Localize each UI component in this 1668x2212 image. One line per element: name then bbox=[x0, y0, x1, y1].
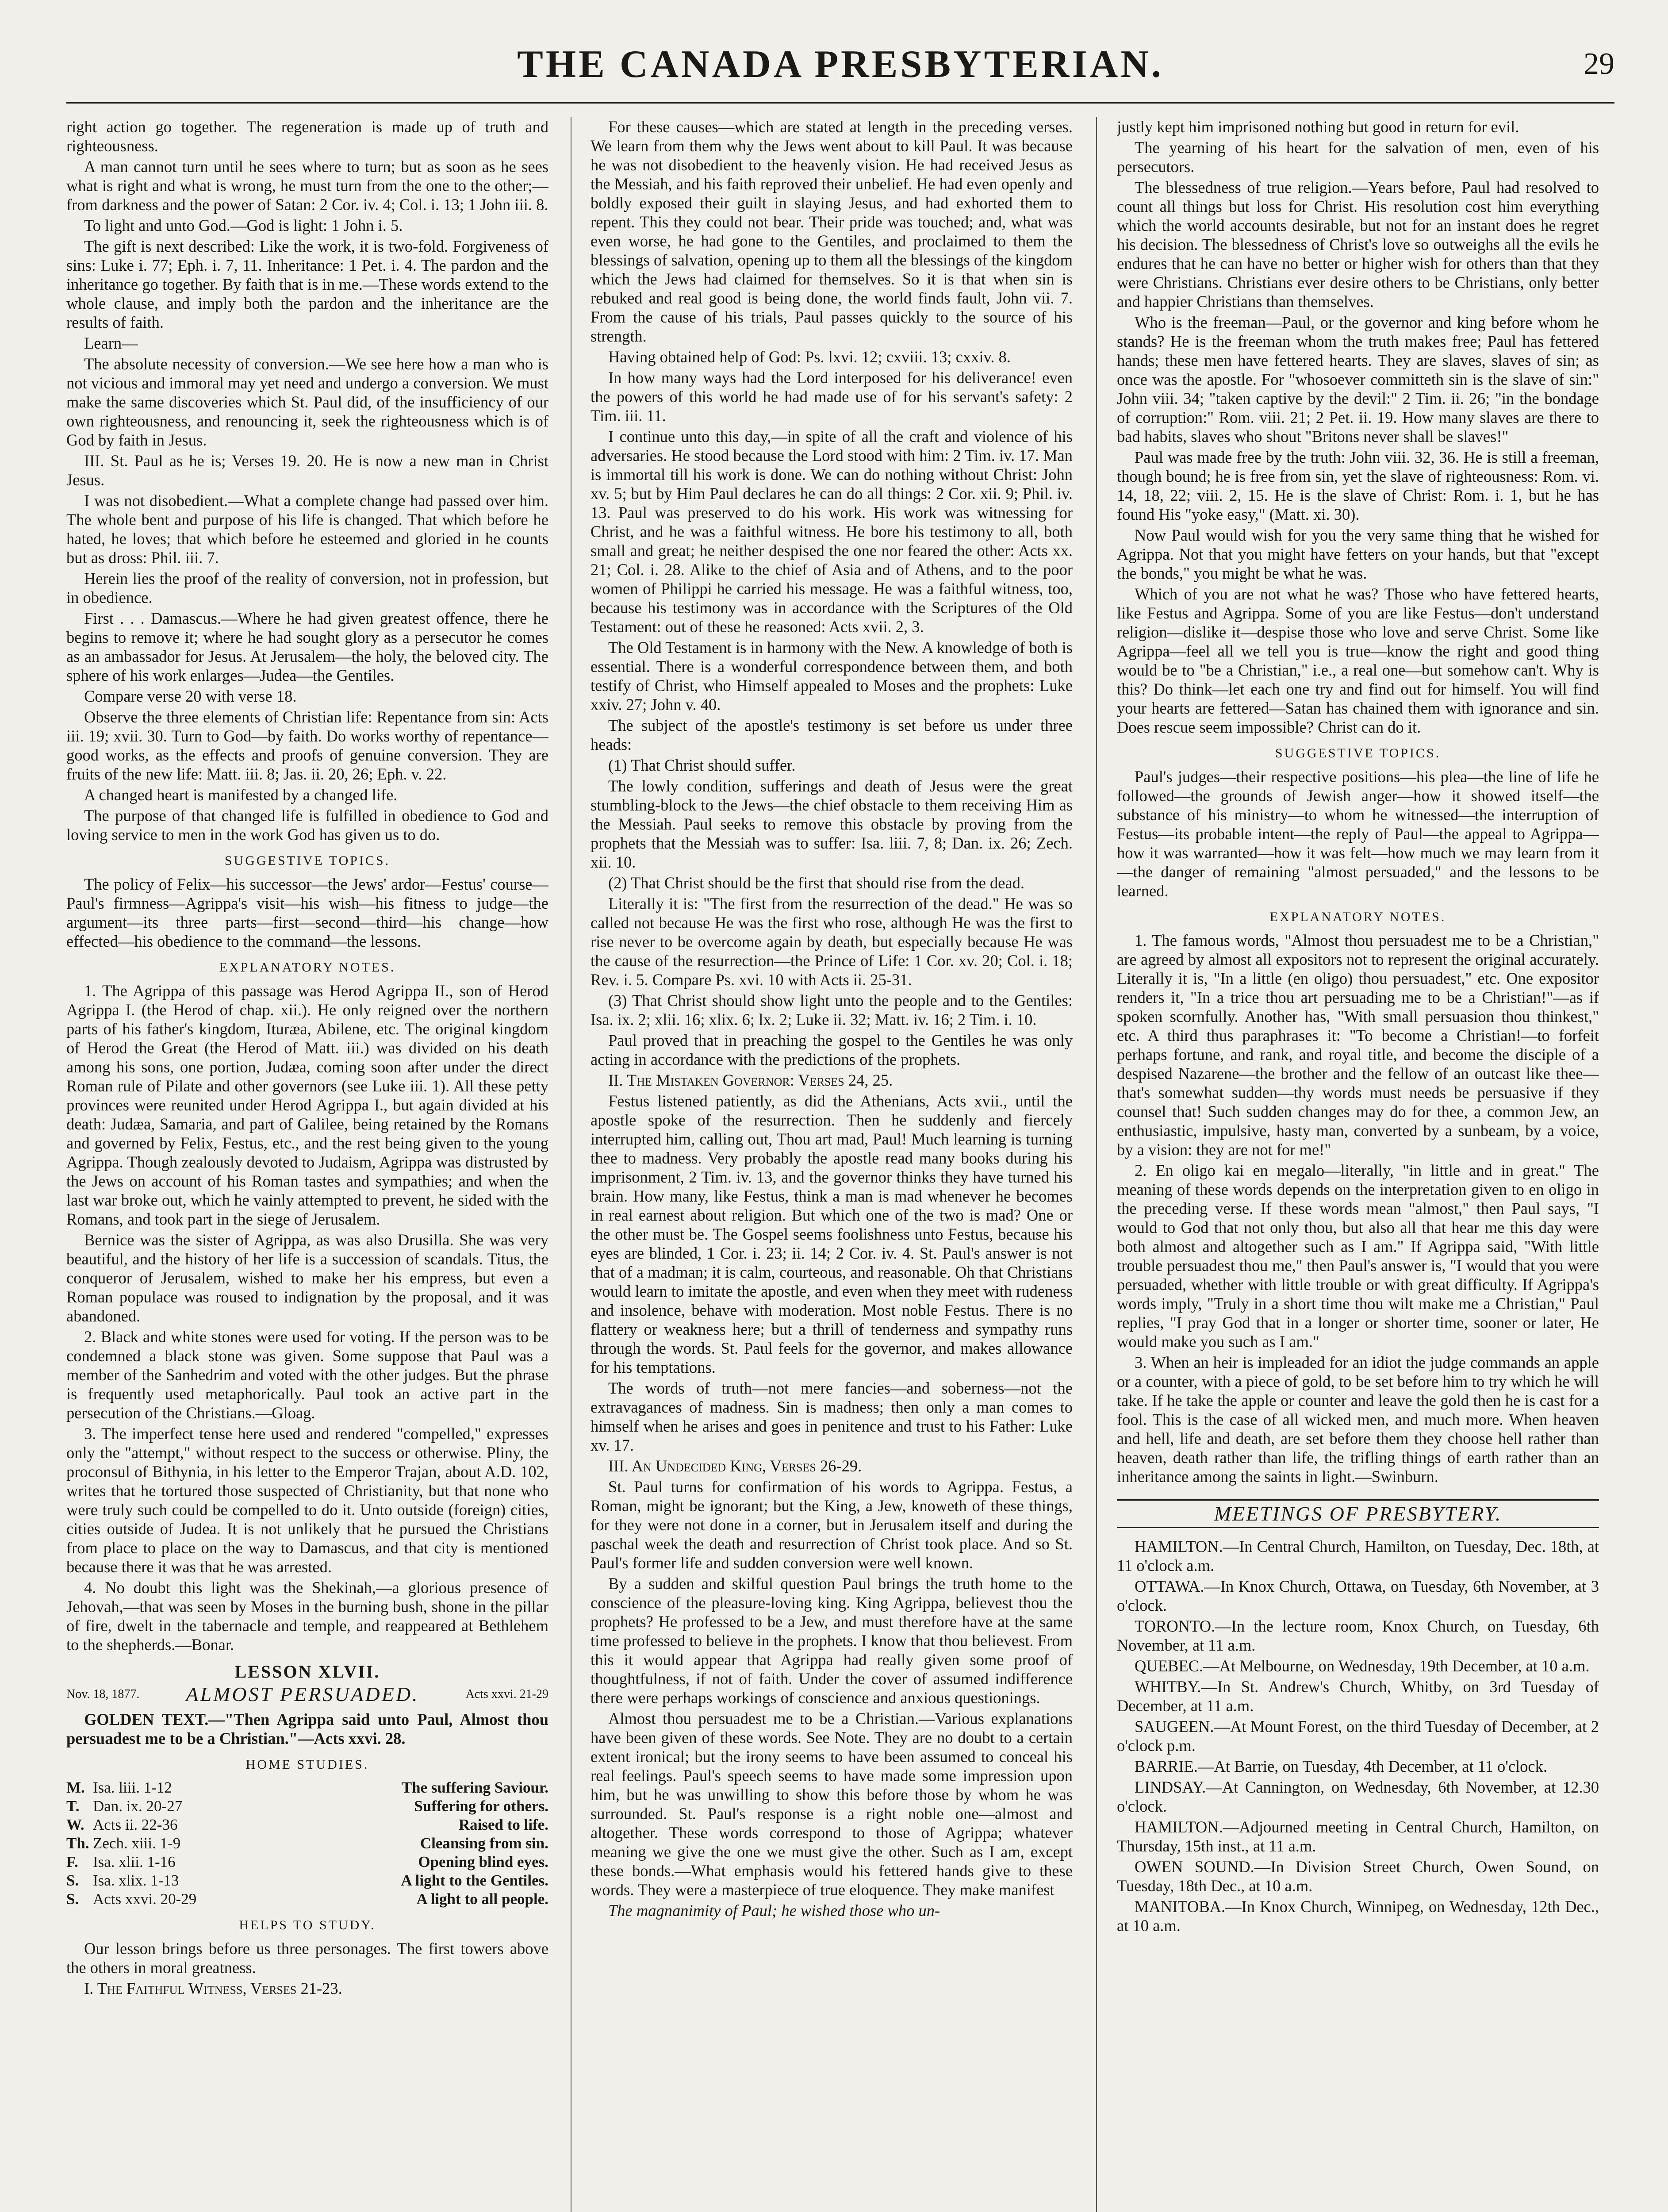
suggestive-topics: The policy of Felix—his successor—the Jews' ardor—Festus' course—Paul's firmness—Agrippa's visit—his wish—his fitness to judge—the argument—its three parts—first—second—third—his change—how effected—his obedience to the command—the lessons. bbox=[66, 875, 548, 950]
paragraph: (1) That Christ should suffer. bbox=[608, 756, 796, 774]
subheading: I. The Faithful Witness, Verses 21-23. bbox=[84, 1979, 342, 1997]
paragraph: The blessedness of true religion.—Years before, Paul had resolved to count all things but loss for Christ. His resolution cost him everything which the world accounts desirable, but not for an instant does he regret his decision. The blessedness of Christ's love so outweighs all the evils he endures that he can have no better or higher wish for others than that they were Christians. Christians ever desire others to be Christians, only better and happier Christians than themselves. bbox=[1117, 178, 1599, 311]
subheading: III. An Undecided King, Verses 26-29. bbox=[608, 1457, 862, 1475]
note: 2. Black and white stones were used for voting. If the person was to be condemned a black stone was given. Some suppose that Paul was a member of the Sanhedrim and voted with the other judges. But the phrase is frequently used metaphorically. Paul took an active part in the persecution of the Christians.—Gloag. bbox=[66, 1328, 548, 1422]
table-row: W. Acts ii. 22-36 Raised to life. bbox=[66, 1816, 548, 1833]
paragraph: I continue unto this day,—in spite of all the craft and violence of his adversaries. He stood because the Lord stood with him: 2 Tim. iv. 17. Man is immortal till his work is done. We can do nothing without Christ: John xv. 5; but by Him Paul declares he can do all things: 2 Cor. xii. 9; Phil. iv. 13. Paul was preserved to do his work. His work was witnessing for Christ, and he was a faithful witness. He bore his testimony to all, both small and great; he neither despised the one nor feared the other: Acts xx. 21; Col. i. 28. Alike to the chief of Asia and of Athens, and to the poor women of Philippi he carried his message. He was a faithful witness, too, because his testimony was in accordance with the Scriptures of the Old Testament: out of these he reasoned: Acts xvii. 2, 3. bbox=[591, 427, 1073, 636]
note: Bernice was the sister of Agrippa, as was also Drusilla. She was very beautiful, and the history of her life is a succession of scandals. Titus, the conqueror of Jerusalem, wished to make her his empress, but even a Roman populace was roused to indignation by the proposal, and it was abandoned. bbox=[66, 1231, 548, 1325]
paragraph: (2) That Christ should be the first that should rise from the dead. bbox=[608, 874, 1025, 892]
paragraph: Who is the freeman—Paul, or the governor and king before whom he stands? He is the freeman whom the truth makes free; Paul has fettered hands; these men have fettered hearts. They are slaves, slaves of sin; as once was the apostle. For "whosoever committeth sin is the slave of sin:" John viii. 34; "taken captive by the devil:" 2 Tim. ii. 26; "in the bondage of corruption:" Rom. viii. 21; 2 Pet. ii. 19. How many slaves are there to bad habits, slaves who shout "Britons never shall be slaves!" bbox=[1117, 313, 1599, 445]
table-row: F. Isa. xlii. 1-16 Opening blind eyes. bbox=[66, 1853, 548, 1870]
page-number: 29 bbox=[1584, 47, 1614, 81]
lesson-heading: ALMOST PERSUADED. bbox=[186, 1683, 419, 1705]
note: 3. The imperfect tense here used and rendered "compelled," expresses only the "attempt," without respect to the success or otherwise. Pliny, the proconsul of Bithynia, in his letter to the Emperor Trajan, about A.D. 102, writes that he tortured those suspected of Christianity, but that none who were truly such could be compelled to do it. Unto outside (foreign) cities, cities outside of Judea. It is not unlikely that he pursued the Christians from place to place on the way to Damascus, and that city is mentioned because there it was that he was arrested. bbox=[66, 1425, 548, 1576]
paragraph: Paul proved that in preaching the gospel to the Gentiles he was only acting in accordance with the predictions of the prophets. bbox=[591, 1031, 1073, 1068]
note: 1. The famous words, "Almost thou persuadest me to be a Christian," are agreed by almost all expositors not to represent the original accurately. Literally it is, "In a little (en oligo) thou persuadest," etc. One expositor renders it, "In a trice thou art persuading me to be a Christian!"—as if spoken scornfully. Another has, "With small persuasion thou thinkest," etc. A third thus paraphrases it: "To become a Christian!—to forfeit perhaps fortune, and rank, and royal title, and become the disciple of a despised Nazarene—the brother and the fellow of an outcast like thee—that's somewhat sudden—thy words must needs be persuasive if they counsel that! Such sudden changes may do for thee, a common Jew, an enthusiastic, impulsive, hasty man, converted by a sunbeam, by a voice, by a vision: they are not for me!" bbox=[1117, 931, 1599, 1159]
paragraph: The gift is next described: Like the work, it is two-fold. Forgiveness of sins: Luke i. 77; Eph. i. 7, 11. Inheritance: 1 Pet. i. 4. The pardon and the inheritance go together. By faith that is in me.—These words extend to the whole clause, and imply both the pardon and the inheritance are the results of faith. bbox=[66, 237, 548, 331]
meeting-entry: SAUGEEN.—At Mount Forest, on the third Tuesday of December, at 2 o'clock p.m. bbox=[1117, 1717, 1599, 1755]
table-row: T. Dan. ix. 20-27 Suffering for others. bbox=[66, 1797, 548, 1815]
section-heading: SUGGESTIVE TOPICS. bbox=[1275, 746, 1441, 760]
meeting-entry: LINDSAY.—At Cannington, on Wednesday, 6th November, at 12.30 o'clock. bbox=[1117, 1778, 1599, 1815]
meeting-entry: TORONTO.—In the lecture room, Knox Church, on Tuesday, 6th November, at 11 a.m. bbox=[1117, 1617, 1599, 1654]
column-divider-2 bbox=[1096, 117, 1097, 2212]
subheading: II. The Mistaken Governor: Verses 24, 25. bbox=[608, 1071, 893, 1089]
paragraph: Herein lies the proof of the reality of conversion, not in profession, but in obedience. bbox=[66, 569, 548, 607]
note: 4. No doubt this light was the Shekinah,—a glorious presence of Jehovah,—that was seen by Moses in the burning bush, shone in the pillar of fire, dwelt in the tabernacle and temple, and reappeared at Bethlehem to the shepherds.—Bonar. bbox=[66, 1578, 548, 1654]
meeting-entry: MANITOBA.—In Knox Church, Winnipeg, on Wednesday, 12th Dec., at 10 a.m. bbox=[1117, 1897, 1599, 1935]
paragraph: Now Paul would wish for you the very same thing that he wished for Agrippa. Not that you might have fetters on your hands, but that "except the bonds," you might be what he was. bbox=[1117, 526, 1599, 582]
note: 1. The Agrippa of this passage was Herod Agrippa II., son of Herod Agrippa I. (the Herod of chap. xii.). He only reigned over the northern parts of his father's kingdom, Ituræa, Abilene, etc. The original kingdom of Herod the Great (the Herod of Matt. iii.) was divided on his death among his sons, one portion, Judæa, coming soon after under the direct Roman rule of Pilate and other governors (see Luke iii. 1). All these petty provinces were reunited under Herod Agrippa I., but again divided at his death: Judæa, Samaria, and part of Galilee, being retained by the Romans and governed by Felix, Festus, etc., and the rest being given to the young Agrippa. Though zealously devoted to Judaism, Agrippa was distrusted by the Jews on account of his Roman tastes and sympathies; and when the last war broke out, which he vainly attempted to prevent, he sided with the Romans, and took part in the siege of Jerusalem. bbox=[66, 982, 548, 1228]
note: 3. When an heir is impleaded for an idiot the judge commands an apple or a counter, with a piece of gold, to be set before him to try which he will take. If he take the apple or counter and leave the gold then he is cast for a fool. This is the case of all wicked men, and much more. When heaven and hell, life and death, are set before them they choose hell rather than heaven, death rather than life, the trifling things of earth rather than an inheritance among the saints in light.—Swinburn. bbox=[1117, 1353, 1599, 1486]
paragraph: To light and unto God.—God is light: 1 John i. 5. bbox=[84, 216, 403, 234]
paragraph: In how many ways had the Lord interposed for his deliverance! even the powers of this world he had made use of for his servant's safety: 2 Tim. iii. 11. bbox=[591, 369, 1073, 425]
section-heading: EXPLANATORY NOTES. bbox=[219, 960, 396, 975]
masthead bbox=[66, 24, 1614, 104]
paragraph: St. Paul turns for confirmation of his words to Agrippa. Festus, a Roman, might be ignorant; but the King, a Jew, knoweth of these things, for they were not done in a corner, but in Jerusalem itself and during the paschal week the death and resurrection of Christ took place. And so St. Paul's former life and sudden conversion were well known. bbox=[591, 1478, 1073, 1572]
table-row: M. Isa. liii. 1-12 The suffering Saviour. bbox=[66, 1779, 548, 1796]
section-heading: SUGGESTIVE TOPICS. bbox=[224, 853, 391, 868]
column-1 bbox=[66, 117, 548, 2212]
paragraph: justly kept him imprisoned nothing but good in return for evil. bbox=[1117, 118, 1519, 136]
paragraph: Learn— bbox=[84, 334, 138, 352]
table-row: Th. Zech. xiii. 1-9 Cleansing from sin. bbox=[66, 1835, 548, 1852]
meeting-entry: HAMILTON.—Adjourned meeting in Central Church, Hamilton, on Thursday, 15th inst., at 11 a.m. bbox=[1117, 1818, 1599, 1855]
paragraph: III. St. Paul as he is; Verses 19. 20. He is now a new man in Christ Jesus. bbox=[66, 452, 548, 489]
lesson-reference: Acts xxvi. 21-29 bbox=[465, 1687, 548, 1701]
paragraph: (3) That Christ should show light unto the people and to the Gentiles: Isa. ix. 2; xlii. 16; xlix. 6; lx. 2; Luke ii. 32; Matt. iv. 16; 2 Tim. i. 10. bbox=[591, 991, 1073, 1029]
meeting-entry: BARRIE.—At Barrie, on Tuesday, 4th December, at 11 o'clock. bbox=[1135, 1757, 1547, 1775]
suggestive-topics: Paul's judges—their respective positions—his plea—the line of life he followed—the grounds of Jewish anger—how it showed itself—the substance of his ministry—to whom he witnessed—the interruption of Festus—its probable intent—the reply of Paul—the appeal to Agrippa—how it was warranted—how it was felt—how much we may learn from it—the danger of remaining "almost persuaded," and the lessons to be learned. bbox=[1117, 768, 1599, 900]
paragraph: Which of you are not what he was? Those who have fettered hearts, like Festus and Agrippa. Some of you are like Festus—don't understand religion—dislike it—despise those who love and serve Christ. Some like Agrippa—feel all we tell you is true—know the right and good thing would be to "be a Christian," i.e., a real one—but somehow can't. Why is this? Do think—let each one try and find out for himself. You will find your hearts are fettered—Satan has chained them with ignorance and sin. Does rescue seem impossible? Christ can do it. bbox=[1117, 585, 1599, 736]
paragraph: Literally it is: "The first from the resurrection of the dead." He was so called not because He was the first who rose, although He was the first to rise never to be overcome again by death, but especially because He was the cause of the resurrection—the Prince of Life: 1 Cor. xv. 20; Col. i. 18; Rev. i. 5. Compare Ps. xvi. 10 with Acts ii. 25-31. bbox=[591, 895, 1073, 989]
meeting-entry: OWEN SOUND.—In Division Street Church, Owen Sound, on Tuesday, 18th Dec., at 10 a.m. bbox=[1117, 1858, 1599, 1895]
paragraph: Observe the three elements of Christian life: Repentance from sin: Acts iii. 19; xvii. 30. Turn to God—by faith. Do works worthy of repentance—good works, as the effects and proofs of genuine conversion. They are fruits of the new life: Matt. iii. 8; Jas. ii. 20, 26; Eph. v. 22. bbox=[66, 708, 548, 783]
paragraph: For these causes—which are stated at length in the preceding verses. We learn from them why the Jews went about to kill Paul. It was because he was not disobedient to the heavenly vision. He had received Jesus as the Messiah, and his faith reproved their unbelief. He had even openly and boldly exposed their guilt in slaying Jesus, and had exhorted them to repent. This they could not bear. Their pride was touched; and, what was even worse, he had gone to the Gentiles, and proclaimed to them the blessings of salvation, opening up to them all the blessings of the kingdom which the Jews had claimed for themselves. So it is that when sin is rebuked and real good is being done, the world finds fault, John vii. 7. From the cause of his trials, Paul passes quickly to the source of his strength. bbox=[591, 118, 1073, 345]
masthead-rule bbox=[66, 102, 1614, 104]
section-heading: HOME STUDIES. bbox=[245, 1757, 369, 1772]
paragraph: right action go together. The regeneration is made up of truth and righteousness. bbox=[66, 118, 548, 155]
meeting-entry: OTTAWA.—In Knox Church, Ottawa, on Tuesday, 6th November, at 3 o'clock. bbox=[1117, 1577, 1599, 1614]
paragraph: Almost thou persuadest me to be a Christian.—Various explanations have been given of these words. See Note. They are no doubt to a certain extent ironical; but the irony seems to have been assumed to conceal his real feelings. Paul's speech seems to have made some impression upon him, but he was unwilling to show this before those by whom he was surrounded. St. Paul's response is a right noble one—almost and altogether. These words correspond to those of Agrippa; whatever meaning we give the one we must give the other. Such as I am, except these bonds.—What emphasis would his fettered hands give to these words. They were a masterpiece of true eloquence. They make manifest bbox=[591, 1709, 1073, 1899]
paragraph: First . . . Damascus.—Where he had given greatest offence, there he begins to remove it; where he had sought glory as a persecutor he comes as an ambassador for Jesus. At Jerusalem—the holy, the beloved city. The sphere of his work enlarges—Judea—the Gentiles. bbox=[66, 609, 548, 684]
section-heading: EXPLANATORY NOTES. bbox=[1269, 910, 1446, 924]
lesson-dateline bbox=[66, 1685, 548, 1704]
table-row: S. Isa. xlix. 1-13 A light to the Gentiles. bbox=[66, 1872, 548, 1889]
paragraph: The purpose of that changed life is fulfilled in obedience to God and loving service to men in the work God has given us to do. bbox=[66, 806, 548, 844]
note: 2. En oligo kai en megalo—literally, "in little and in great." The meaning of these words depends on the interpretation given to en oligo in the preceding verse. If these words mean "almost," then Paul says, "I would to God that not only thou, but also all that hear me this day were both almost and altogether such as I am." If Agrippa said, "With little trouble persuadest thou me," then Paul's answer is, "I would that you were persuaded, whether with little trouble or with great difficulty. If Agrippa's words imply, "Truly in a short time thou wilt make me a Christian," Paul replies, "I pray God that in a longer or shorter time, sooner or later, He would make you such as I am." bbox=[1117, 1161, 1599, 1351]
paragraph: The absolute necessity of conversion.—We see here how a man who is not vicious and immoral may yet need and undergo a conversion. We must make the same discoveries which St. Paul did, of the insufficiency of our own righteousness, and renouncing it, seek the righteousness which is of God by faith in Jesus. bbox=[66, 355, 548, 449]
paragraph: Having obtained help of God: Ps. lxvi. 12; cxviii. 13; cxxiv. 8. bbox=[608, 348, 1011, 366]
paragraph: A man cannot turn until he sees where to turn; but as soon as he sees what is right and what is wrong, he must turn from the one to the other;—from darkness and the power of Satan: 2 Cor. iv. 4; Col. i. 13; 1 John iii. 8. bbox=[66, 157, 548, 214]
paragraph: The magnanimity of Paul; he wished those who un- bbox=[608, 1901, 940, 1920]
column-2 bbox=[591, 117, 1073, 2212]
lesson-number: LESSON XLVII. bbox=[234, 1662, 380, 1682]
table-row: S. Acts xxvi. 20-29 A light to all people. bbox=[66, 1890, 548, 1908]
paragraph: I was not disobedient.—What a complete change had passed over him. The whole bent and purpose of his life is changed. That which before he hated, he loves; that which before he esteemed and gloried in he counts but as dross: Phil. iii. 7. bbox=[66, 492, 548, 567]
section-heading: HELPS TO STUDY. bbox=[239, 1918, 376, 1932]
paragraph: The subject of the apostle's testimony is set before us under three heads: bbox=[591, 716, 1073, 753]
paragraph: Festus listened patiently, as did the Athenians, Acts xvii., until the apostle spoke of the resurrection. Then he suddenly and fiercely interrupted him, calling out, Thou art mad, Paul! Much learning is turning thee to madness. Very probably the apostle read many books during his imprisonment, 2 Tim. iv. 13, and the governor thinks they have turned his brain. How many, like Festus, think a man is mad whenever he becomes in real earnest about religion. But which one of the two is mad? One or the other must be. The Gospel seems foolishness unto Festus, because his eyes are blinded, 1 Cor. i. 23; ii. 14; 2 Cor. iv. 4. St. Paul's answer is not that of a madman; it is calm, courteous, and reasonable. Oh that Christians would learn to imitate the apostle, and even when they meet with rudeness and insolence, behave with moderation. Most noble Festus. There is no flattery or weakness here; but a thrill of tenderness and sympathy runs through the words. St. Paul feels for the governor, and makes allowance for his temptations. bbox=[591, 1092, 1073, 1376]
paragraph: The words of truth—not mere fancies—and soberness—not the extravagances of madness. Sin is madness; then only a man comes to himself when he arises and goes in penitence and trust to his Father: Luke xv. 17. bbox=[591, 1379, 1073, 1454]
paragraph: Paul was made free by the truth: John viii. 32, 36. He is still a freeman, though bound; he is free from sin, yet the slave of righteousness: Rom. vi. 14, 18, 22; viii. 2, 15. He is the slave of Christ: Rom. i. 1, but he has found His "yoke easy," (Matt. xi. 30). bbox=[1117, 448, 1599, 523]
home-studies-table bbox=[66, 1778, 548, 1909]
meeting-entry: QUEBEC.—At Melbourne, on Wednesday, 19th December, at 10 a.m. bbox=[1135, 1657, 1590, 1675]
lesson-date: Nov. 18, 1877. bbox=[66, 1687, 140, 1701]
newspaper-title: THE CANADA PRESBYTERIAN. bbox=[517, 43, 1164, 86]
golden-text: GOLDEN TEXT.—"Then Agrippa said unto Paul, Almost thou persuadest me to be a Christian."—Acts xxvi. 28. bbox=[66, 1710, 548, 1747]
paragraph: Compare verse 20 with verse 18. bbox=[84, 687, 297, 705]
paragraph: The yearning of his heart for the salvation of men, even of his persecutors. bbox=[1117, 138, 1599, 176]
meetings-heading: MEETINGS OF PRESBYTERY. bbox=[1117, 1499, 1599, 1528]
paragraph: Our lesson brings before us three personages. The first towers above the others in moral greatness. bbox=[66, 1939, 548, 1977]
paragraph: By a sudden and skilful question Paul brings the truth home to the conscience of the pleasure-loving king. King Agrippa, believest thou the prophets? He professed to be a Jew, and must therefore have at the same time professed to believe in the prophets. I know that thou believest. From this it would appear that Agrippa had really given some proof of thoughtfulness, if not of faith. Under the cover of assumed indifference there were perhaps workings of conscience and anxious questionings. bbox=[591, 1575, 1073, 1707]
paragraph: The Old Testament is in harmony with the New. A knowledge of both is essential. There is a wonderful correspondence between them, and both testify of Christ, who Himself appealed to Moses and the prophets: Luke xxiv. 27; John v. 40. bbox=[591, 638, 1073, 714]
meeting-entry: HAMILTON.—In Central Church, Hamilton, on Tuesday, Dec. 18th, at 11 o'clock a.m. bbox=[1117, 1537, 1599, 1575]
paragraph: A changed heart is manifested by a changed life. bbox=[84, 786, 398, 804]
meeting-entry: WHITBY.—In St. Andrew's Church, Whitby, on 3rd Tuesday of December, at 11 a.m. bbox=[1117, 1678, 1599, 1715]
paragraph: The lowly condition, sufferings and death of Jesus were the great stumbling-block to the Jews—the chief obstacle to them receiving Him as the Messiah. Paul seeks to remove this obstacle by proving from the prophets that the Messiah was to suffer: Isa. liii. 7, 8; Dan. ix. 26; Zech. xii. 10. bbox=[591, 777, 1073, 871]
column-3 bbox=[1117, 117, 1599, 2212]
